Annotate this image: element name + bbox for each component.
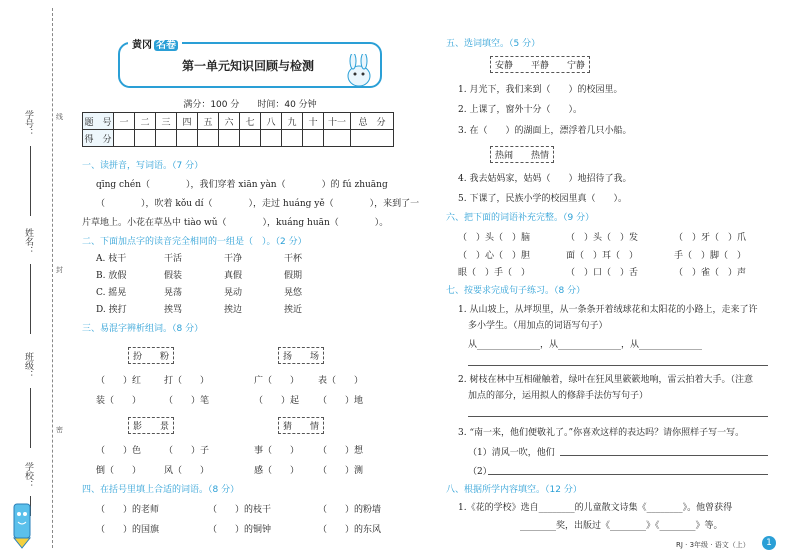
score-cell[interactable] [135, 130, 156, 147]
class-line[interactable] [30, 388, 31, 448]
exam-meta: 满分：100 分 时间：40 分钟 [183, 100, 317, 110]
brand-logo: 黄冈 名卷 [128, 36, 182, 51]
fill-item[interactable]: 事（ ） [254, 446, 300, 456]
binding-margin [0, 0, 78, 554]
score-cell[interactable] [198, 130, 219, 147]
table-cell: 得 分 [83, 130, 114, 147]
option-word: A. 枝干 [96, 254, 127, 264]
option-word: 真假 [224, 271, 243, 281]
binding-mark-secret: 密 [56, 426, 63, 434]
score-cell[interactable] [177, 130, 198, 147]
s8-line-1[interactable]: 1.《花的学校》选自________的儿童散文诗集《________》。他曾获得 [458, 503, 733, 513]
s8-line-2[interactable]: ________奖，出版过《________》《________》等。 [520, 521, 723, 531]
table-cell: 十 [303, 113, 324, 130]
cut-line [52, 8, 53, 548]
s5-line-5[interactable]: 5. 下课了，民族小学的校园里真（ ）。 [458, 194, 627, 204]
option-word: 挨近 [284, 305, 303, 315]
option-word: 干杯 [284, 254, 303, 264]
table-cell: 三 [156, 113, 177, 130]
s5-line-4[interactable]: 4. 我去姑妈家，姑妈（ ）地招待了我。 [458, 174, 632, 184]
class-label: 班级： [23, 352, 33, 379]
fill-item[interactable]: （ ）红 [96, 376, 142, 386]
fill-item[interactable]: （ ）地 [318, 396, 364, 406]
score-value-row [83, 130, 394, 147]
s5-line-1[interactable]: 1. 月光下，我们来到（ ）的校园里。 [458, 85, 623, 95]
fill-item[interactable]: 风（ ） [164, 466, 210, 476]
table-cell: 七 [240, 113, 261, 130]
answer-line[interactable] [468, 365, 768, 366]
page-number: 1 [762, 536, 776, 550]
s7-q1-instruction: 多小学生。（用加点的词语写句子） [468, 321, 608, 331]
s7-q3-item-2: （2） [468, 467, 492, 477]
fill-item[interactable]: （ ）的东风 [318, 525, 382, 535]
option-word: 晃悠 [284, 288, 303, 298]
fill-item[interactable]: （ ）的老师 [96, 505, 160, 515]
option-word: 干净 [224, 254, 243, 264]
word-choice-box: 安静 平静 宁静 [490, 56, 590, 73]
score-cell[interactable] [282, 130, 303, 147]
s7-q1-answer[interactable]: 从______________，从______________，从______________ [468, 340, 703, 350]
section-4-title: 四、在括号里填上合适的词语。（8 分） [82, 485, 240, 495]
fill-item[interactable]: 倒（ ） [96, 466, 142, 476]
rabbit-mascot-icon [340, 54, 378, 88]
table-cell: 九 [282, 113, 303, 130]
fill-item[interactable]: 面（ ）耳（ ） [566, 251, 639, 261]
name-line[interactable] [30, 264, 31, 334]
option-word: 挨边 [224, 305, 243, 315]
fill-item[interactable]: 感（ ） [254, 466, 300, 476]
score-cell[interactable] [324, 130, 351, 147]
fill-item[interactable]: （ ）的铜钟 [208, 525, 272, 535]
option-word: 假装 [164, 271, 183, 281]
table-cell: 总 分 [351, 113, 394, 130]
section-2-title: 二、下面加点字的读音完全相同的一组是（ ）。（2 分） [82, 237, 307, 247]
s7-q2-text: 2. 树枝在林中互相碰触着，绿叶在狂风里簌簌地响，雷云拍着大手。（注意 [458, 375, 753, 385]
s5-line-2[interactable]: 2. 上课了，窗外十分（ ）。 [458, 105, 582, 115]
score-cell[interactable] [219, 130, 240, 147]
s1-line-3: 片草地上。小花在草丛中 tiào wǔ（ ），kuáng huān（ ）。 [82, 218, 389, 228]
fill-item[interactable]: （ ）测 [318, 466, 364, 476]
char-pair-box: 扬 场 [278, 347, 324, 364]
s5-line-3[interactable]: 3. 在（ ）的湖面上，漂浮着几只小船。 [458, 126, 632, 136]
section-7-title: 七、按要求完成句子练习。（8 分） [446, 286, 586, 296]
fill-item[interactable]: 广（ ） [254, 376, 300, 386]
fill-item[interactable]: （ ）色 [96, 446, 142, 456]
s1-line-2: （ ），吹着 kǒu dí（ ），走过 huáng yě（ ），来到了一 [96, 199, 420, 209]
option-word: 晃动 [224, 288, 243, 298]
answer-line[interactable] [468, 416, 768, 417]
score-cell[interactable] [240, 130, 261, 147]
fill-item[interactable]: （ ）笔 [164, 396, 210, 406]
section-5-title: 五、选词填空。（5 分） [446, 39, 541, 49]
fill-item[interactable]: （ ）头（ ）发 [566, 233, 639, 243]
score-table [82, 112, 394, 147]
fill-item[interactable]: （ ）起 [254, 396, 300, 406]
char-pair-box: 扮 粉 [128, 347, 174, 364]
section-3-title: 三、易混字辨析组词。（8 分） [82, 324, 204, 334]
score-cell[interactable] [261, 130, 282, 147]
table-cell: 十一 [324, 113, 351, 130]
answer-line[interactable] [560, 455, 768, 456]
fill-item[interactable]: （ ）牙（ ）爪 [674, 233, 747, 243]
fill-item[interactable]: （ ）想 [318, 446, 364, 456]
option-word: 假期 [284, 271, 303, 281]
table-cell: 八 [261, 113, 282, 130]
student-id-line[interactable] [30, 146, 31, 216]
option-word: 挨骂 [164, 305, 183, 315]
fill-item[interactable]: 装（ ） [96, 396, 142, 406]
student-id-label: 学号： [23, 110, 33, 137]
section-1-title: 一、读拼音，写词语。（7 分） [82, 161, 204, 171]
fill-item[interactable]: （ ）子 [164, 446, 210, 456]
binding-mark-seal: 封 [56, 266, 63, 274]
fill-item[interactable]: （ ）雀（ ）声 [674, 268, 747, 278]
option-word: B. 放假 [96, 271, 127, 281]
table-cell: 题 号 [83, 113, 114, 130]
char-pair-box: 影 景 [128, 417, 174, 434]
table-cell: 四 [177, 113, 198, 130]
s1-line-1: qīng chén（ ），我们穿着 xiān yàn（ ）的 fú zhuāng [96, 180, 388, 190]
table-cell: 一 [114, 113, 135, 130]
fill-item[interactable]: 眼（ ）手（ ） [458, 268, 531, 278]
section-8-title: 八、根据所学内容填空。（12 分） [446, 485, 582, 495]
score-cell[interactable] [303, 130, 324, 147]
answer-line[interactable] [488, 474, 768, 475]
fill-item[interactable]: （ ）头（ ）脑 [458, 233, 531, 243]
fill-item[interactable]: （ ）口（ ）舌 [566, 268, 639, 278]
s7-q1-text: 1. 从山坡上，从坪坝里，从一条条开着绒球花和太阳花的小路上，走来了许 [458, 305, 758, 315]
s7-q2-instruction: 加点的部分，运用拟人的修辞手法仿写句子） [468, 391, 649, 401]
option-word: 晃荡 [164, 288, 183, 298]
fill-item[interactable]: （ ）心（ ）胆 [458, 251, 531, 261]
fill-item[interactable]: 打（ ） [164, 376, 210, 386]
school-label: 学校： [23, 462, 33, 489]
score-header-row [83, 113, 394, 130]
fill-item[interactable]: 手（ ）脚（ ） [674, 251, 747, 261]
table-cell: 二 [135, 113, 156, 130]
section-6-title: 六、把下面的词语补充完整。（9 分） [446, 213, 595, 223]
fill-item[interactable]: 表（ ） [318, 376, 364, 386]
score-cell[interactable] [351, 130, 394, 147]
name-label: 姓名： [23, 228, 33, 255]
page-title: 第一单元知识回顾与检测 [181, 59, 314, 73]
option-word: 干活 [164, 254, 183, 264]
word-choice-box: 热闹 热情 [490, 146, 554, 163]
table-cell: 六 [219, 113, 240, 130]
fill-item[interactable]: （ ）的粉墙 [318, 505, 382, 515]
binding-mark-line: 线 [56, 113, 63, 121]
footer-label: RJ · 3年级 · 语文（上） [676, 541, 750, 549]
fill-item[interactable]: （ ）的枝干 [208, 505, 272, 515]
option-word: D. 挨打 [96, 305, 127, 315]
pencil-mascot-icon [6, 498, 40, 550]
char-pair-box: 猜 情 [278, 417, 324, 434]
fill-item[interactable]: （ ）的国旗 [96, 525, 160, 535]
s7-q3-item-1: （1）清风一吹，他们 [468, 448, 555, 458]
s7-q3-text: 3. “南一来，他们便敬礼了。”你喜欢这样的表达吗？请你照样子写一写。 [458, 428, 745, 438]
score-cell[interactable] [156, 130, 177, 147]
table-cell: 五 [198, 113, 219, 130]
option-word: C. 摇晃 [96, 288, 127, 298]
score-cell[interactable] [114, 130, 135, 147]
